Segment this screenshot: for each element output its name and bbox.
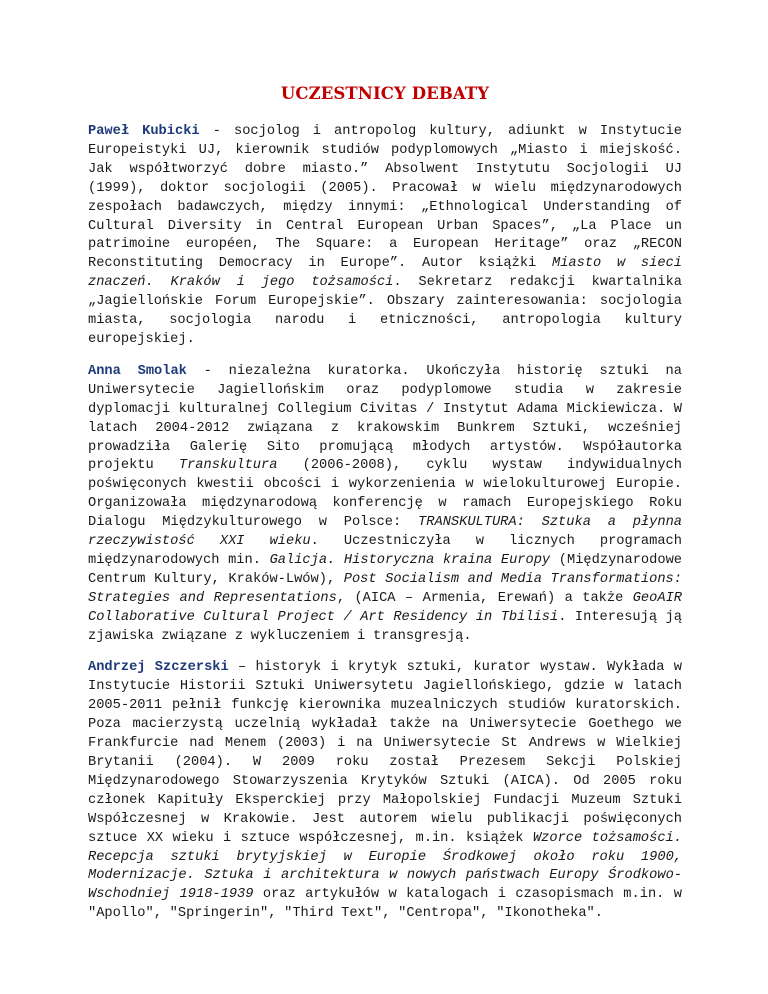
participant-name: Paweł Kubicki <box>88 124 200 139</box>
text-segment: – historyk i krytyk sztuki, kurator wystaw. Wykłada w Instytucie Historii Sztuki Uniwersytetu Jagiellońskiego, gdzie w latach 2005-2011 pełnił funkcję kierownika muzealniczych studiów kuratorskich. Poza macierzystą uczelnią wykładał także na Uniwersytecie Goethego we Frankfurcie nad Menem (2003) i na Uniwersytecie St Andrews w Wielkiej Brytanii (2004). W 2009 roku został Prezesem Sekcji Polskiej Międzynarodowego Stowarzyszenia Krytyków Sztuki (AICA). Od 2005 roku członek Kapituły Eksperckiej przy Małopolskiej Fundacji Muzeum Sztuki Współczesnej w Krakowie. Jest autorem wielu publikacji poświęconych sztuce XX wieku i sztuce współczesnej, m.in. książek <box>88 660 682 846</box>
text-segment: . Sekretarz redakcji kwartalnika „Jagiellońskie Forum Europejskie”. Obszary zainteresowania: socjologia miasta, socjologia narodu i etniczności, antropologia kultury europejskiej. <box>88 275 683 347</box>
participant-description <box>88 124 682 347</box>
participant-bio <box>88 363 682 647</box>
text-segment: - socjolog i antropolog kultury, adiunkt w Instytucie Europeistyki UJ, kierownik studiów podyplomowych „Miasto i miejskość. Jak współtworzyć dobre miasto.” Absolwent Instytutu Socjologii UJ (1999), doktor socjologii (2005). Pracował w wielu międzynarodowych zespołach badawczych, między innymi: „Ethnological Understanding of Cultural Diversity in Central European Urban Spaces”, „La Place un patrimoine européen, The Square: a European Heritage” oraz „RECON Reconstituting Democracy in Europe”. Autor książki <box>88 124 682 272</box>
text-segment: . Interesują ją zjawiska związane z wykluczeniem i transgresją. <box>88 609 682 644</box>
participant-description <box>88 364 682 644</box>
document-page <box>88 84 682 937</box>
text-segment: (2006-2008), cyklu wystaw indywidualnych poświęconych kwestii obcości i wykorzenienia w wielokulturowej Europie. Organizowała międzynarodową konferencję w ramach Europejskiego Roku Dialogu Międzykulturowego w Polsce: <box>88 458 682 531</box>
document-title: UCZESTNICY DEBATY <box>280 84 490 103</box>
participant-bio <box>88 123 682 350</box>
text-segment: - niezależna kuratorka. Ukończyła historię sztuki na Uniwersytecie Jagiellońskim oraz podyplomowe studia w zakresie dyplomacji kulturalnej Collegium Civitas / Instytut Adama Mickiewicza. W latach 2004-2012 związana z krakowskim Bunkrem Sztuki, wcześniej prowadziła Galerię Sito promującą młodych artystów. Współautorka projektu <box>88 363 682 474</box>
text-segment: oraz artykułów w katalogach i czasopismach m.in. w "Apollo", "Springerin", "Third Text", "Centropa", "Ikonotheka". <box>88 887 683 922</box>
participant-bio <box>88 659 682 924</box>
italic-title: Transkultura <box>178 458 278 474</box>
participant-name: Anna Smolak <box>88 363 187 379</box>
participant-name: Andrzej Szczerski <box>88 660 229 676</box>
text-segment: . Uczestniczyła w licznych programach międzynarodowych min. <box>88 534 682 568</box>
italic-title: Post Socialism and Media Transformations: Strategies and Representations <box>88 571 682 606</box>
text-segment: (Międzynarodowe Centrum Kultury, Kraków-Lwów), <box>88 552 682 587</box>
text-segment: , (AICA – Armenia, Erewań) a także <box>336 590 633 606</box>
participant-description <box>88 660 682 921</box>
italic-title: Miasto w sieci znaczeń. Kraków i jego tożsamości <box>88 256 683 291</box>
italic-title: Galicja. Historyczna kraina Europy <box>269 552 551 568</box>
italic-title: Wzorce tożsamości. Recepcja sztuki brytyjskiej w Europie Środkowej około roku 1900, Modernizacje. Sztuka i architektura w nowych państwach Europy Środkowo-Wschodniej 1918-1939 <box>88 830 682 903</box>
italic-title: GeoAIR Collaborative Cultural Project / Art Residency in Tbilisi <box>88 590 683 625</box>
italic-title: TRANSKULTURA: Sztuka a płynna rzeczywistość XXI wieku <box>88 515 683 550</box>
